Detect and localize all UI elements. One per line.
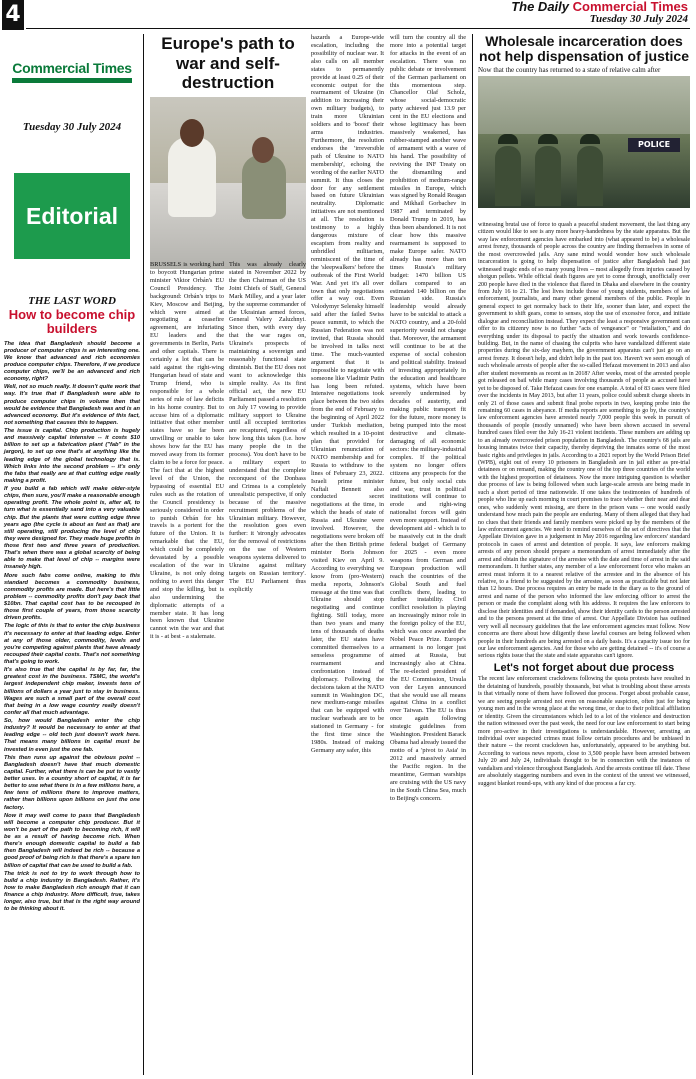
column-divider	[472, 34, 473, 1075]
top-rule	[26, 28, 690, 29]
photo-cap	[538, 134, 558, 144]
editorial-date: Tuesday 30 July 2024	[22, 121, 122, 133]
editorial-banner	[14, 173, 130, 259]
photo-sign: POLICE	[628, 138, 680, 152]
photo-officer	[535, 146, 561, 206]
paragraph: If you build a fab which will make older-style chips, then sure, you'll make a reasonable enough operating profit. The whole point is, after all, to turn what is essentially sand into a very valuable chip. But the plants that were cutting edge three years ago (the cycle is about as fast as that) are still operating, still producing the level of chip they were designed for. They made huge profits in those first two and three years of production. That's when there was a global scarcity of being able to make that level of chip -- margins were insanely high.	[4, 486, 140, 571]
paragraph: This then runs up against the obvious point -- Bangladesh doesn't have that much domestic capital. Further, what there is can be put to vastly better uses. In a country short of capital, it is far better to use what there is in a few millions here, a few tens of millions there to improve matters, rather than billions upon billions on just the one factory.	[4, 754, 140, 811]
paragraph: Now it may well come to pass that Bangladesh will become a computer chip producer. But it won't be part of the path to becoming rich, it will be as a result of having become rich. When there's enough domestic capital to build a fab then Bangladesh will indeed be rich -- because a good proof of being rich is that there's a spare ten billion of capital that can be used to build a fab.	[4, 812, 140, 869]
column-body	[4, 341, 140, 914]
article-lead: Now that the country has returned to a state of relative calm after	[478, 66, 661, 75]
article-column-4: will turn the country all the more into a potential target for attacks in the event of an escalation. There was no public debate or involvement of the German parliament on this momentous step. Chancellor Olaf Scholz, whose social-democratic party achieved just 13.9 per cent in the EU elections and whose legitimacy has been massively weakened, has rubber-stamped another wave of armament with a wave of his hand. The possibility of reviving the INF Treaty on the dismantling and prohibition of medium-range missiles in Europe, which was signed by Ronald Reagan and Mikhail Gorbachev in 1987 and terminated by Donald Trump in 2019, has thus been abandoned. It is not clear how this massive rearmament is supposed to make Europe safer. NATO already has more than ten times Russia's military budget: 1470 billion US dollars compared to an estimated 140 billion on the Russian side. Russia's leadership would already have to be suicidal to attack a NATO country, and a 20-fold superiority would not change that. Moreover, the armament will continue to be at the expense of social cohesion and political stability. Instead of investing appropriately in the education and healthcare systems, which have been severely undermined by decades of austerity, and making public transport fit for the future, more money is being pumped into the most destructive and climate-damaging of all economic sectors: the military-industrial complex. If the political system no longer offers citizens any prospects for the future, but only social cuts and war, trust in political institutions will continue to erode and right-wing nationalist forces will gain even more support. Instead of development aid - which is to be massively cut in the draft federal budget of Germany for 2025 - even more weapons from German and European production will reach the countries of the Global South and fuel conflicts there, leading to further instability. Civil conflict resolution is playing an increasingly minor role in the foreign policy of the EU, which was once awarded the Nobel Peace Prize. Europe's armament is no longer just aimed at Russia, but increasingly also at China. The re-elected president of the EU Commission, Ursula von der Leyen announced that she would use all means against China in a conflict over Taiwan. The EU is thus once again following strategic guidelines from Washington. President Barack Obama had already issued the motto of a 'pivot to Asia' in 2012 and massively armed the Pacific region. In the meantime, German warships are cruising with the US navy in the South China Sea, much to Beijing's concern.	[390, 34, 466, 802]
sub-editorial-headline: Let's not forget about due process	[493, 661, 675, 674]
incarceration-article	[478, 33, 691, 787]
masthead-the: The Daily	[511, 0, 569, 14]
article-headline: Europe's path to war and self-destruction	[161, 34, 295, 93]
photo-figure-head	[180, 119, 204, 147]
photo-officer	[495, 146, 521, 206]
column-title: How to become chip builders	[8, 307, 136, 337]
logo-underline	[12, 78, 132, 83]
masthead-brand	[511, 0, 688, 14]
photo-figure	[242, 155, 286, 219]
paragraph: It's also true that the capital is by far, far, the greatest cost in the business. TSMC, the world's largest independent chip maker, invests tens of billions of dollars a year just to stay in business. Wages are such a small part of the overall cost that being in a low wage country really doesn't confer all that much advantage.	[4, 667, 140, 716]
article-column-2: This was already clearly stated in November 2022 by the then Chairman of the US Joint Chiefs of Staff, General Mark Milley, and a year later by the supreme commander of the Ukrainian armed forces, General Valery Zaluzhnyi. Since then, with every day that the war rages on, Ukraine's prospects of maintaining a sovereign and reasonably functional state diminish. But the EU does not want to acknowledge this simple reality. As its first official act, the new EU Parliament passed a resolution on July 17 vowing to provide military support to Ukraine until all occupied territories are recaptured, regardless of how long this takes (i.e. how many people die in the process). You don't have to be a military expert to understand that the complete reconquest of the Donbass and Crimea is a completely unrealistic perspective, if only because of the massive recruitment problems of the Ukrainian military. However, the resolution goes even further: it 'strongly advocates for the removal of restrictions on the use of Western weapons systems delivered to Ukraine against military targets on Russian territory'. The EU Parliament thus explicitly	[229, 261, 306, 593]
editorial-column	[4, 34, 144, 1075]
photo-figure	[168, 137, 216, 217]
police-photo	[478, 76, 690, 208]
page-number: 4	[2, 0, 24, 30]
europe-article	[150, 34, 466, 802]
article-column-3: hazards a Europe-wide escalation, including the possibility of nuclear war. It also calls on all member states to permanently provide at least 0.25 of their economic output for the rearmament of Ukraine (in addition to increasing their own military budgets), to train more Ukrainian soldiers and to 'boost' their arms industries. Furthermore, the resolution endorses the 'irreversible path of Ukraine to NATO membership', echoing the wording of the earlier NATO summit. It thus closes the door for any settlement based on future Ukrainian neutrality. Diplomatic initiatives are not mentioned at all. The resolution is testimony to a highly dangerous mixture of escapism from reality and unbridled militarism, reminiscent of the time of the 'sleepwalkers' before the outbreak of the First World War. And yet it's all over town that only negotiations offer a way out. Even Volodymyr Selensky himself said after the failed Swiss peace summit, to which the Russian Federation was not invited, that Russia should be involved in talks next time. The much-vaunted argument that it is impossible to negotiate with someone like Vladimir Putin has long been refuted. Intensive negotiations took place between the two sides from the end of February to the beginning of April 2022 under Turkish mediation, which resulted in a 10-point plan that provided for Ukrainian renunciation of NATO membership and for Russia to withdraw to the lines of February 23, 2022. Israeli prime minister Naftali Bennett also conducted secret negotiations at the time, in which the heads of state of Russia and Ukraine were involved. However, the negotiations were broken off after the then British prime minister Boris Johnson visited Kiev on April 9. According to everything we know from (pro-Western) media reports, Johnson's message at the time was that Ukraine should stop negotiating and continue fighting. Still today, more than two years and many tens of thousands of deaths later, the EU states have committed themselves to a senseless programme of rearmament and confrontation instead of diplomacy. Following the decisions taken at the NATO summit in Washington DC, new medium-range missiles that can be equipped with nuclear warheads are to be stationed in Germany - for the first time since the 1980s. Instead of making Germany any safer, this	[311, 34, 384, 754]
photo-figure-head	[252, 137, 274, 163]
photo-cap	[580, 134, 600, 144]
hospital-photo	[150, 97, 306, 269]
masthead	[511, 0, 688, 25]
photo-cap	[498, 134, 518, 144]
editorial-label: Editorial	[25, 202, 118, 229]
article-body	[478, 222, 690, 788]
masthead-date: Tuesday 30 July 2024	[589, 12, 688, 25]
paragraph: More such fabs come online, making to this standard becomes a commodity business, commodity profits are made. But here's that little problem -- commodity profits don't pay back that $10bn. That capital cost has to be recouped in those first couple of years, from those scarcity driven profits.	[4, 572, 140, 622]
photo-officer	[577, 146, 603, 206]
masthead-name: Commercial Times	[572, 0, 688, 14]
logo: Commercial Times	[12, 60, 132, 76]
paragraph: The issue is capital. Chip production is hugely and massively capital intensive -- it costs $10 billion to set up a fabrication plant ("fab" in the jargon), to set up one that's at anything like the leading edge of the global technology that is. Which links into the second problem -- it's only the fabs that really are at that cutting edge really making a profit.	[4, 428, 140, 484]
paragraph: The idea that Bangladesh should become a producer of computer chips is an interesting one. We know that advanced and rich economies produce computer chips. Therefore, if we produce computer chips, we'll be an advanced and rich economy, right?	[4, 340, 140, 383]
article-text: witnessing brutal use of force to quash a peaceful student movement, the last thing any citizen would like to see is any more heavy-handedness by the state apparatus. But the way law enforcement agencies have embarked into (what appeared to be) a wholesale arrest frenzy, thousands of people across the country are finding themselves in some of the most overcrowded jails. Any sane mind would wonder how such wholesale incarceration is going to help dispensation of justice after Bangladesh had just witnessed tragic ends of so many young lives -- most allegedly from injuries caused by shotgun pellets. While official death figures are yet to come through, unofficially over 200 people have died in the violence that flared in Dhaka and elsewhere in the country from July 16 to 21. The lost lives include those of young students, members of law enforcement, journalists, and many other general members of the public. People in general expect to get normalcy back to their life, sooner than later, and expect the government to shift gears, come to senses, stop the use of excessive force, and initiate dialogue and reconciliation instead. They expect the least a responsive government can offer to its citizenry now is no further "acts of vengeance" or "retaliation," and do everything under its disposal to pacify the situation and work towards confidence-building. But, in the name of chasing the culprits who have vandalized different state properties during the six-day mayhem, the government apparatus can't just go on an arrest frenzy. It doesn't help, and didn't help in the past too. Haven't we seen enough of such wholesale arrests of people after the so-called Hefazat movement in 2013 and also after student movements as recent as in 2018? After weeks, most of the arrested people got released on bail while many cases involving thousands of people as accused have yet to be disposed of. Take Hefazat cases for one example. A total of 83 cases were filed over the incidents in May 2013, but after 11 years, police could submit charge sheets in only 21 of those cases and submit final probe reports in two, keeping probe into the remaining 60 cases in abeyance. If media reports are something to go by, the country's law enforcement agencies have arrested nearly 7,000 people this week in pursuit of thousands of people (mostly unnamed) who have been shown accused in several hundred cases filed over the July 16-21 violent incidents. These numbers are adding up to an already overcrowded prison population in Bangladesh. The country's 68 jails are housing inmates twice their capacity, thereby depriving the inmates some of the most basic rights and privileges in jails. According to a 2021 report by the World Prison Brief (WPB), eight out of every 10 prisoners in Bangladesh are in jail either as pre-trial detainees or on remand, making the country one of the top three countries of the world with the highest proportion of detainees. Now the more intriguing question is whether due process of law is being followed when such large-scale arrests are being made in such a short period of time nationwide. If one takes the testimonies of hundreds of people who line up each morning in court premises to trace whether their near and dear ones, who suddenly went missing, are there in the prison vans -- one would easily understand how much pain the people are enduring. Many of them alleged that they had no clues that their friends and family members were picked up by the members of the law enforcement agencies. We need to remind ourselves of the set of directives that the Appellate Division gave in a judgement in May 2016 regarding law enforcers' standard protocols in cases of arrest and detention of people. It says, law enforcers making arrests of any person should prepare a memorandum of arrest immediately after the arrest and obtain the signature of the arrestee with the date and time of arrest in the said memorandum. It further states, any member of a law enforcement force who makes an arrest must inform it to a nearest relative of the arrestee and in the absence of his relative, to a friend to be suggested by the arrestee, as soon as practicable but not later than 12 hours. Due process requires an entry be made in the diary as to the ground of arrest and name of the person who informed the law enforcing officer to arrest the person or made the complaint along with his address. It requires the law enforcers to disclose their identities and if demanded, show their identity cards to the person arrested and to the persons present at the time of arrest. Our Appellate Division has outlined very well all necessary guidelines that the law enforcement agencies must follow. Now concerns are there about how diligently these lawful courses are being followed when people in their hundreds are being arrested on a daily basis. It's a capacity issue too for our law enforcement agencies. And for those who are getting detained -- it's of course a serious rights issue that the state and state apparatus can't ignore.	[478, 222, 690, 660]
column-kicker: THE LAST WORD	[28, 295, 116, 307]
article-headline: Wholesale incarceration does not help dispensation of justice	[478, 33, 689, 65]
paragraph: Well, not so much really. It doesn't quite work that way. It's true that if Bangladesh were able to produce computer chips in volume then that would be evidence that Bangladesh was and is an advanced economy. But it's evidence of this fact, not something that causes this to happen.	[4, 384, 140, 426]
article-column-1: BRUSSELS is working hard to boycott Hungarian prime minister Viktor Orbán's EU Council Presidency. The background: Orbán's trips to Kiev, Moscow and Beijing, which were aimed at negotiating a ceasefire agreement, are infuriating EU leaders and the governments in Berlin, Paris and other capitals. There is certainly a lot that can be said against the right-wing Hungarian head of state and Trump friend, who is responsible for a whole series of rule of law deficits in his home country. But to accuse him of a diplomatic initiative that other member states have so far been unwilling or unable to take shows how far the EU has moved away from its former claim to be a force for peace. The fact that at the highest level of the Union, the bypassing of essential EU rules such as the rotation of the Council presidency is seriously considered in order to punish Orbán for his travels is a portent for the future of the Union. It is remarkable that the EU, which could be completely devastated by a possible escalation of the war in Ukraine, is not only doing nothing to avert this danger and stop the killing, but is also undermining the diplomatic attempts of a member state. It has long been known that Ukraine cannot win the war and that it is - at best - a stalemate.	[150, 261, 224, 641]
paragraph: The logic of this is that to enter the chip business it's necessary to enter at that leading edge. Enter at any of those older, commodity, levels and you're competing against plants that have already recouped their capital costs. That's not something that's going to work.	[4, 623, 140, 666]
paragraph: So, how would Bangladesh enter the chip industry? It would be necessary to enter at that leading edge -- old tech just doesn't work here. That means many billions in capital must be invested in even just the one fab.	[4, 718, 140, 753]
paragraph: The trick is not to try to work through how to build a chip industry in Bangladesh. Rather, it's how to make Bangladesh rich enough that it can finance a chip industry. More difficult, true, takes longer, also true, but that is the right way around to be thinking about it.	[4, 870, 140, 913]
article-text: The recent law enforcement crackdowns following the quota protests have resulted in the detaining of hundreds, possibly thousands, but what is troubling about these arrests is that virtually none of them have followed due process. Forget about probable cause, we are seeing people arrested not even on reasonable suspicion, often just for being young men and in the wrong place at the wrong time, or due to their political affiliation or identity. Given the circumstances which led to a lot of the violence and destruction the nation witnessed over the past week, the need for our law enforcement to start being more pro-active in their investigations is understandable. However, arresting an individual over suspected crimes must follow certain procedures and be unbiased in their nature -- the recent crackdown has, unfortunately, appeared to be anything but. According to various news reports, close to 3,500 people have been arrested between July 20 and July 24, individuals thought to be in connection with the instances of vandalism and violence throughout Bangladesh. And the arrests continue till date. These are absolutely staggering numbers and even in the context of the unrest we witnessed, suggest blanket round-ups, with any kind of due process a far cry.	[478, 676, 691, 787]
